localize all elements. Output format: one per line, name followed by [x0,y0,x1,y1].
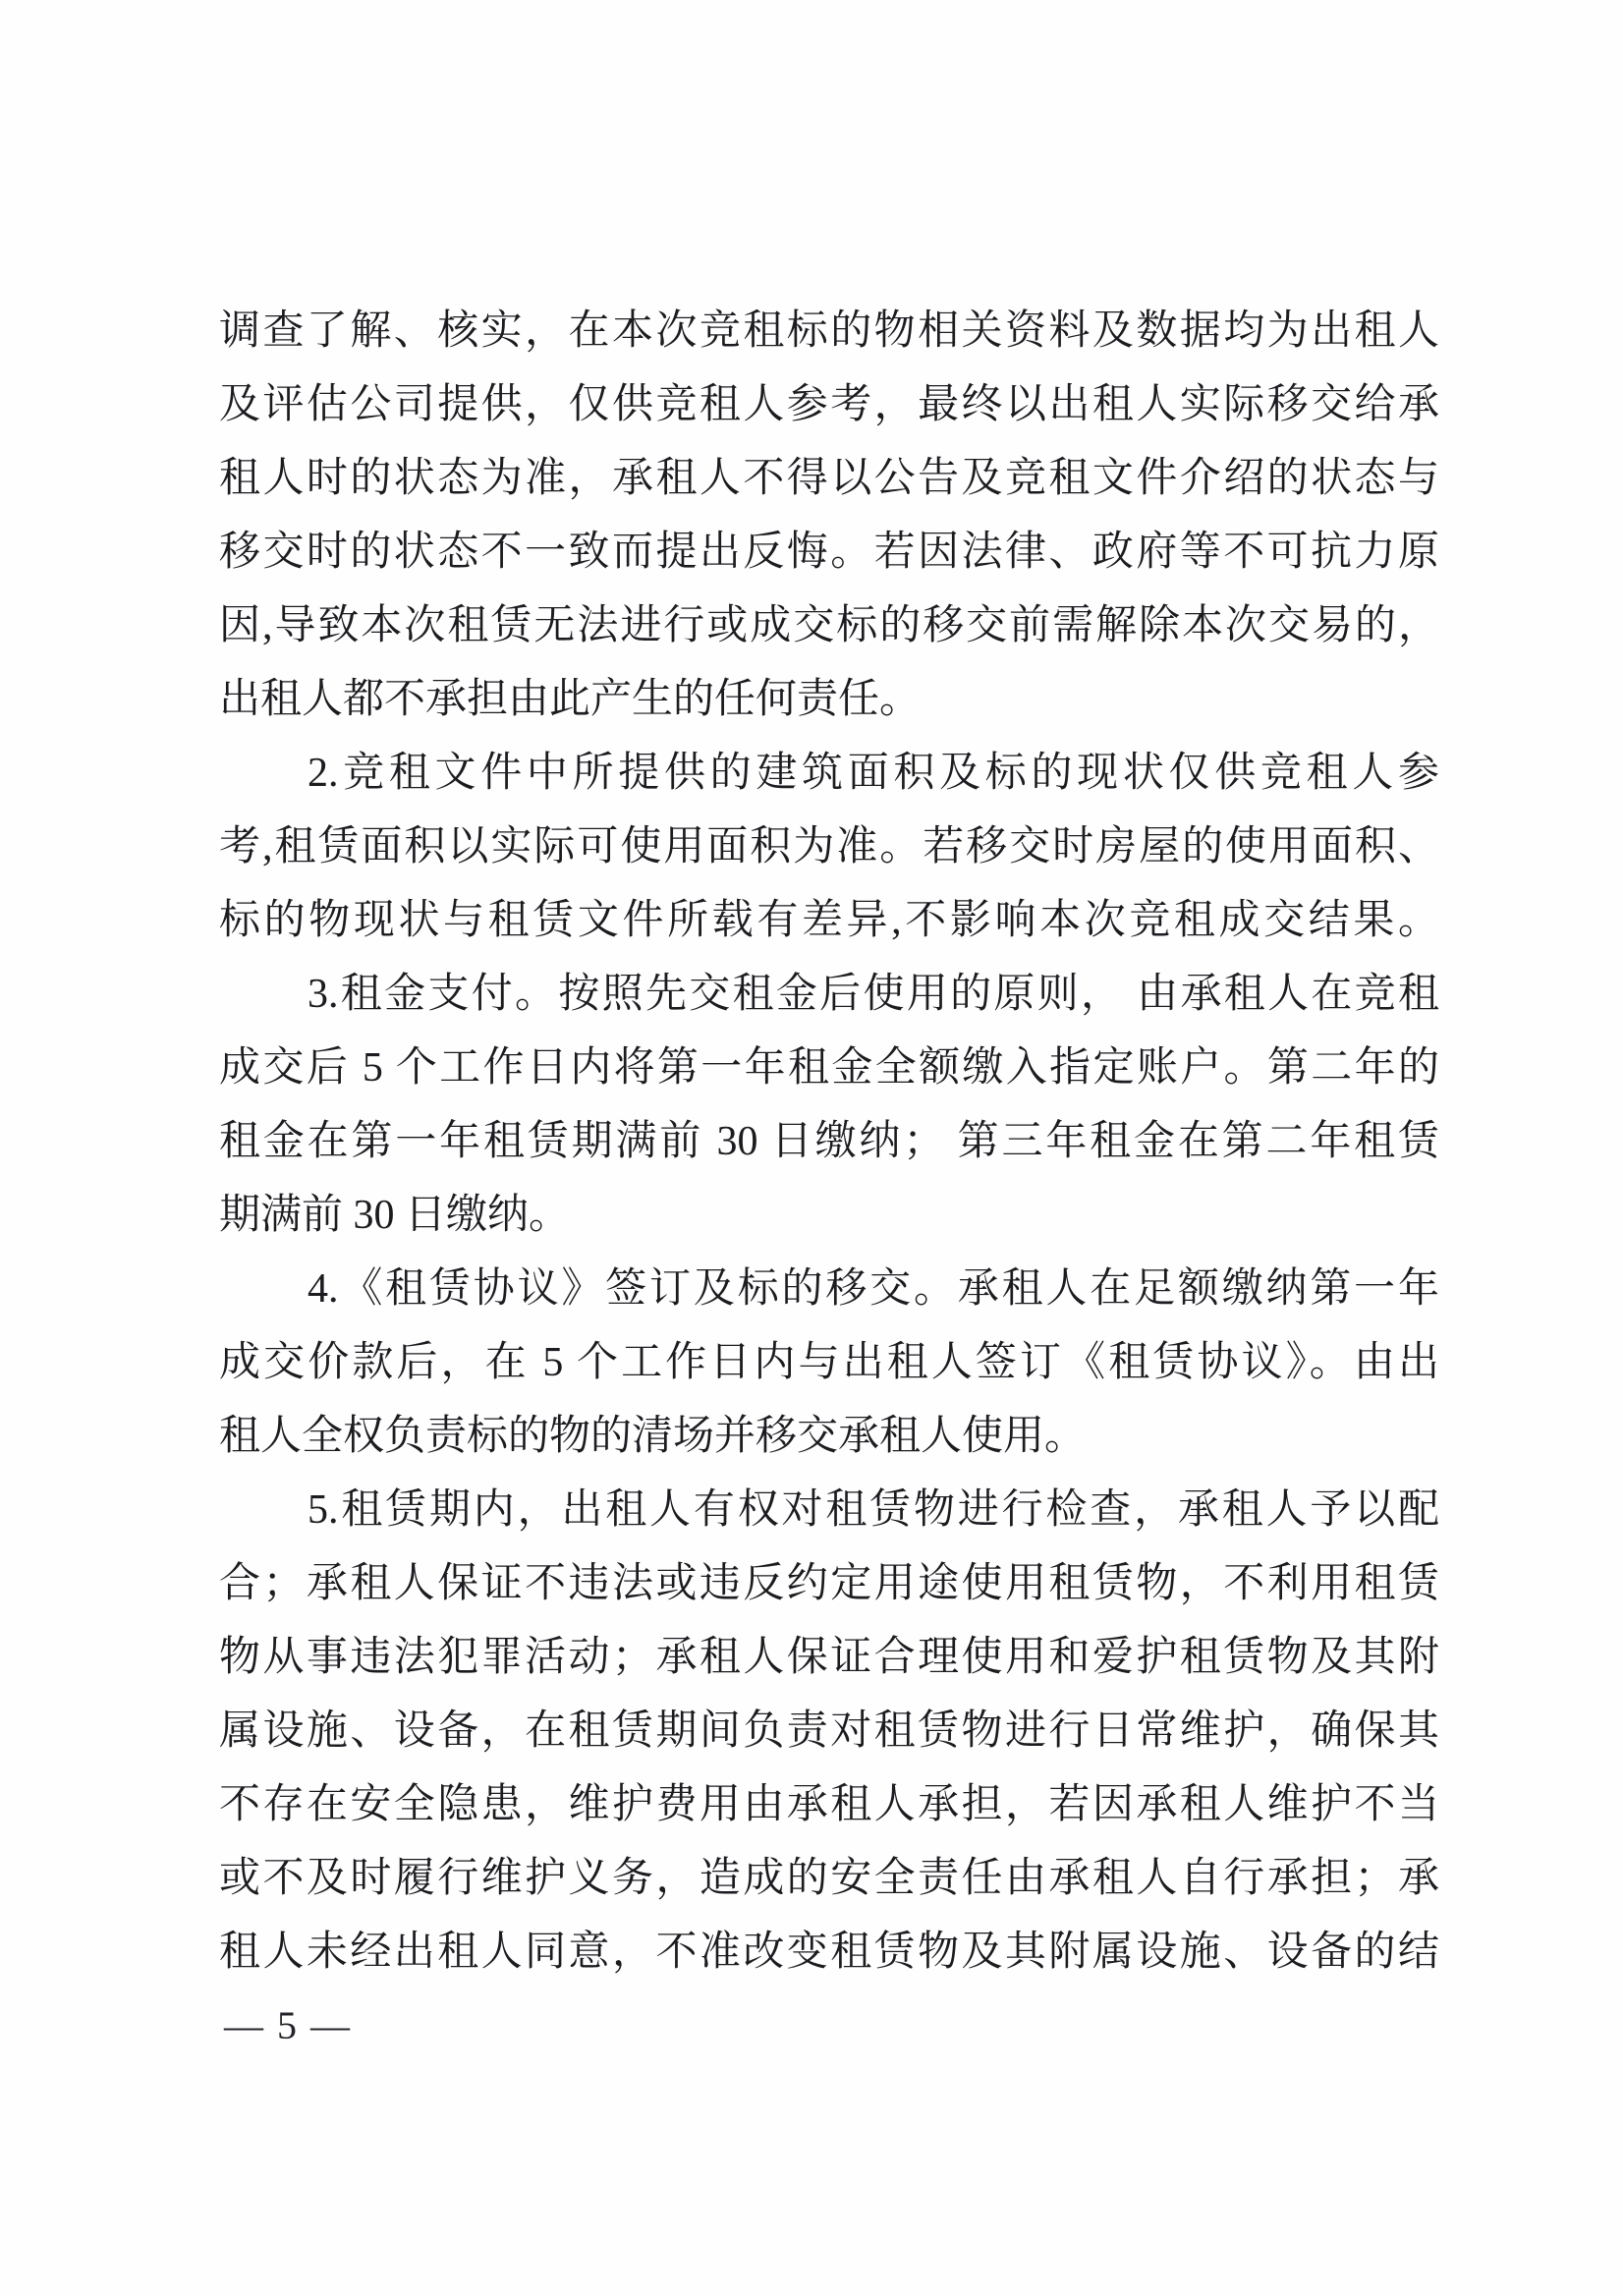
text-line: 3.租金支付。按照先交租金后使用的原则， 由承租人在竞租 [308,972,1439,1017]
text-line: 或不及时履行维护义务，造成的安全责任由承租人自行承担；承 [219,1856,1439,1901]
text-line: 合；承租人保证不违法或违反约定用途使用租赁物，不利用租赁 [219,1561,1439,1606]
text-line: 物从事违法犯罪活动；承租人保证合理使用和爱护租赁物及其附 [219,1635,1439,1680]
text-line: 租人时的状态为准，承租人不得以公告及竞租文件介绍的状态与 [219,456,1439,501]
text-line: 5.租赁期内，出租人有权对租赁物进行检查，承租人予以配 [308,1487,1439,1533]
text-line: 4.《租赁协议》签订及标的移交。承租人在足额缴纳第一年 [308,1266,1439,1312]
text-line: 不存在安全隐患，维护费用由承租人承担，若因承租人维护不当 [219,1782,1439,1827]
text-line: 移交时的状态不一致而提出反悔。若因法律、政府等不可抗力原 [219,530,1439,575]
text-line: 2.竞租文件中所提供的建筑面积及标的现状仅供竞租人参 [308,751,1439,796]
text-line: 租金在第一年租赁期满前 30 日缴纳； 第三年租金在第二年租赁 [219,1119,1439,1164]
page-number: — 5 — [224,2003,352,2047]
text-line: 及评估公司提供，仅供竞租人参考，最终以出租人实际移交给承 [219,382,1439,427]
text-line: 因,导致本次租赁无法进行或成交标的移交前需解除本次交易的， [219,603,1439,648]
text-line: 期满前 30 日缴纳。 [219,1193,571,1238]
text-line: 成交后 5 个工作日内将第一年租金全额缴入指定账户。第二年的 [219,1045,1439,1091]
text-line: 出租人都不承担由此产生的任何责任。 [219,677,922,722]
text-line: 标的物现状与租赁文件所载有差异,不影响本次竞租成交结果。 [219,898,1439,943]
text-line: 租人全权负责标的物的清场并移交承租人使用。 [219,1414,1087,1459]
document-body [219,295,1439,1989]
text-line: 租人未经出租人同意，不准改变租赁物及其附属设施、设备的结 [219,1930,1439,1975]
text-line: 调查了解、核实，在本次竞租标的物相关资料及数据均为出租人 [219,308,1439,354]
text-line: 成交价款后，在 5 个工作日内与出租人签订《租赁协议》。由出 [219,1340,1439,1385]
text-line: 属设施、设备，在租赁期间负责对租赁物进行日常维护，确保其 [219,1708,1439,1754]
text-line: 考,租赁面积以实际可使用面积为准。若移交时房屋的使用面积、 [219,824,1439,869]
